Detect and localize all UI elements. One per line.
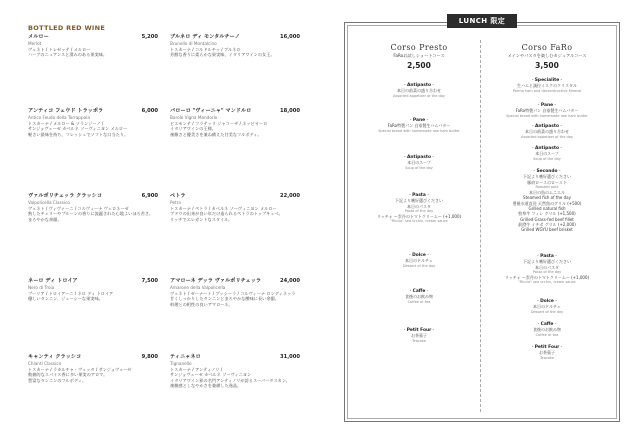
course-item-text: 本日の前菜の盛り合わせ xyxy=(525,129,569,135)
course-item-text: FaRo特製パン 自家製生ハムバター xyxy=(515,108,579,114)
course-item-text: FaRo特製パン 自家製生ハムバター xyxy=(387,123,451,129)
course-item-text: 本日の前菜の盛り合わせ xyxy=(397,88,441,94)
course-item-title: - Caffe - xyxy=(484,322,610,327)
course-item-text: 本日の魚のムニエル xyxy=(529,190,565,196)
wine-description: まろやかな余韻。 xyxy=(28,216,62,222)
course-item-text: Parma ham and deconstructive Miracal xyxy=(512,88,582,93)
course-item-text: Pasta of the day xyxy=(404,208,434,213)
course-item xyxy=(356,328,482,344)
course-item-text: 本日のパスタ xyxy=(407,203,431,209)
wine-description: リッチでエレガントなスタイル。 xyxy=(170,216,233,222)
wine-name-row xyxy=(170,354,300,361)
course-item-text: Soup of the day xyxy=(405,165,433,170)
wine-name: ネーロ ディ トロイア xyxy=(28,278,78,284)
course-item-text: 本日のスープ xyxy=(535,151,559,157)
wine-item xyxy=(28,354,158,383)
course-item xyxy=(356,193,482,225)
course-item-text: Soup of the day xyxy=(533,156,561,161)
wine-item xyxy=(170,108,300,137)
course-item xyxy=(484,254,610,286)
wine-price: 6,000 xyxy=(141,108,158,114)
wine-item xyxy=(28,193,158,222)
course-item-text: Pasta of the day xyxy=(532,269,562,274)
wine-description: イタリアワイン界の名門アンティノリが誇るスーパータスカン。 xyxy=(170,377,290,383)
wine-item xyxy=(28,278,158,302)
wine-price: 9,800 xyxy=(141,354,158,360)
wine-description: トスカーナ / メルロー & ソランジーノ / xyxy=(28,120,104,126)
wine-name: アンティコ フェウド トラッポラ xyxy=(28,108,104,114)
course-item-text: Grilled natural fish xyxy=(528,206,566,212)
course-item xyxy=(356,289,482,305)
wine-name-row xyxy=(170,108,300,115)
course-item-text: Grilled Grass-fed beef fillet xyxy=(520,216,574,222)
course-item-title: - Petit Four - xyxy=(356,328,482,333)
wine-subtitle: Valpolicella Classico xyxy=(28,200,70,205)
wine-description: 甘くしっかりしたタンニンとまろやかな酸味に長い余韻。 xyxy=(170,296,279,302)
course-item-title: - Specialite - xyxy=(484,78,610,83)
wine-subtitle: Amarone della Valpolicella xyxy=(170,285,226,290)
wine-name: バローロ "ヴィーニャ" マンドルロ xyxy=(170,108,252,114)
course-item-title: - Pasta - xyxy=(356,193,482,198)
course-item-text: Special bread with homemade raw ham butter xyxy=(378,128,460,133)
wine-description: ヴェネト / ヴィヴァーニ / コルヴィーナ ヴェロネーゼ xyxy=(28,205,129,211)
wine-subtitle: Tignanello xyxy=(170,361,192,366)
wine-description: トスカーナ / ペトラ / カベルネ ソーヴィニヨン メルロー xyxy=(170,205,277,211)
wine-description: 軽さい最味を持ち、フレッシュでソフトな口当たり。 xyxy=(28,131,129,137)
wine-name: ヴァルポリチェッラ クラッシコ xyxy=(28,193,103,199)
wine-subtitle: Nero di Troia xyxy=(28,285,55,290)
course-item-text: Coffee or tea xyxy=(535,332,559,337)
course-faro-price: 3,500 xyxy=(535,61,559,70)
course-item-title: - Caffe - xyxy=(356,289,482,294)
course-item xyxy=(484,322,610,338)
course-item-title: - Petit Four - xyxy=(484,345,610,350)
course-item-text: Steamed fish of the day xyxy=(523,195,571,201)
course-item-text: Dessert of the day xyxy=(530,309,564,314)
course-item xyxy=(484,103,610,119)
course-presto-price: 2,500 xyxy=(407,61,431,70)
course-item xyxy=(356,253,482,269)
course-item-text: 本日のドルチェ xyxy=(405,258,433,264)
course-item-text: Teacake xyxy=(412,338,426,343)
course-item-text: 下記より嗜好選びください xyxy=(395,198,443,204)
wine-subtitle: Antico Feudo della Torrappola xyxy=(28,115,90,120)
wine-item xyxy=(28,34,158,58)
course-item xyxy=(484,146,610,162)
wine-description: ハーブのニュアンスと滑みのある果実味。 xyxy=(28,52,108,58)
course-item-title: - Antipasto - xyxy=(484,124,610,129)
wine-description: トスカーナ / ラカルチャ・ヴェッタ / サンジョヴェーゼ xyxy=(28,366,132,372)
course-item xyxy=(484,124,610,140)
course-item-text: 本日のパスタ xyxy=(535,264,559,270)
wine-name-row xyxy=(28,278,158,285)
wine-subtitle: Chianti Classico xyxy=(28,361,62,366)
course-presto-header xyxy=(356,43,482,70)
wine-subtitle: Petra xyxy=(170,200,181,205)
wine-name-row xyxy=(28,108,158,115)
wine-description: トスカーナ / アンティノリ / xyxy=(170,366,223,372)
wine-item xyxy=(170,354,300,389)
course-item xyxy=(356,118,482,134)
wine-name-row xyxy=(28,34,158,41)
course-item-title: - Antipasto - xyxy=(356,83,482,88)
wine-description: 優しいタンニン、ジューシーな果実味。 xyxy=(28,296,103,302)
wine-subtitle: Barolo Vigna Mandorlo xyxy=(170,115,218,120)
wine-price: 24,000 xyxy=(279,278,300,284)
course-item-text: 豚肩ロースのロースト xyxy=(527,179,567,185)
course-item-text: Grilled WGYU beef brisket xyxy=(521,227,573,233)
course-item-text: Assorted appetizer of the day xyxy=(393,93,445,98)
course-item-text: Teacake xyxy=(540,355,554,360)
wine-name-row xyxy=(28,354,158,361)
course-item-text: Roasted pork xyxy=(535,184,559,189)
course-item-text: 牧草牛 フィレ グリル (+1,500) xyxy=(518,211,576,217)
course-item-text: "Riccio" sea urchin, cream sauce xyxy=(390,219,448,224)
wine-name: ブルネロ ディ モンタルチーノ xyxy=(170,34,240,40)
wine-item xyxy=(170,278,300,307)
course-presto-desc: FaRoお試しショートコース xyxy=(393,53,445,58)
course-item-text: Assorted appetizer of the day xyxy=(521,134,573,139)
course-item-title: - Antipasto - xyxy=(484,146,610,151)
wine-price: 31,000 xyxy=(279,354,300,360)
course-item xyxy=(484,299,610,315)
wine-price: 18,000 xyxy=(279,108,300,114)
wine-name-row xyxy=(28,193,158,200)
course-item-text: Special bread with homemade raw ham butter xyxy=(506,113,588,118)
course-item-title: - Dolce - xyxy=(484,299,610,304)
course-item-text: Coffee or tea xyxy=(407,299,431,304)
course-faro-header xyxy=(484,43,610,70)
wine-subtitle: Brunello di Montalcino xyxy=(170,41,217,46)
course-item-text: リッチォ ～雲丹のトマトクリーム～ (+1,000) xyxy=(376,214,462,220)
course-item-text: Dessert of the day xyxy=(402,263,436,268)
course-item xyxy=(484,78,610,94)
course-item-title: - Pane - xyxy=(484,103,610,108)
wine-description: サンジョヴェーゼ カベルネ ソーヴィニヨン xyxy=(170,372,252,378)
wine-subtitle: Merlot xyxy=(28,41,42,46)
wine-name-row xyxy=(170,278,300,285)
course-item-text: 食後のお飲み物 xyxy=(405,294,433,300)
course-item-text: 下記より嗜好選びください xyxy=(523,259,571,265)
course-presto-name: Corso Presto xyxy=(390,43,448,52)
wine-item xyxy=(170,34,300,58)
wine-name: メルロー xyxy=(28,34,49,40)
course-item xyxy=(484,345,610,361)
wine-description: 熟したチェリーやプルーンの香りに流麗された心地よいほろ苦さ。 xyxy=(28,211,154,217)
course-item-text: 生ハムと滅拉ミスクのクリスタル xyxy=(517,83,577,89)
course-item-text: 本日のスープ xyxy=(407,160,431,166)
wine-description: 豊富なタンニンのフルボディ。 xyxy=(28,377,87,383)
wine-description: ヴェネト / トレゼッテ / メルロー xyxy=(28,46,91,52)
wine-description: 複雑さと優美さを兼ね備えた甘美なフルボディ。 xyxy=(170,131,262,137)
wine-description: 料理との相性の良いアマローネ。 xyxy=(170,301,233,307)
wine-price: 22,000 xyxy=(279,193,300,199)
course-item-title: - Pasta - xyxy=(484,254,610,259)
wine-description: ブドウの出来が良い年だけ造られるペトラのトップキュベ。 xyxy=(170,211,283,217)
wine-name: キャンティ クラッシコ xyxy=(28,354,82,360)
course-item-title: - Dolce - xyxy=(356,253,482,258)
course-item-title: - Secondo - xyxy=(484,169,610,174)
course-item-title: - Pane - xyxy=(356,118,482,123)
wine-description: イタリアワインの王様。 xyxy=(170,126,216,132)
wine-name: ティニャネロ xyxy=(170,354,201,360)
course-faro-name: Corso FaRo xyxy=(521,43,573,52)
course-item-text: 本日のドルチェ xyxy=(533,304,561,310)
lunch-banner: LUNCH 限定 xyxy=(447,14,517,28)
wine-price: 5,200 xyxy=(141,34,158,40)
course-item-title: - Antipasto - xyxy=(356,155,482,160)
wine-description: トスカーナ / コルドルチッ / ブルネロ xyxy=(170,46,241,52)
wine-description: 複雑感としなやかさを兼備した逸品。 xyxy=(170,383,242,389)
wine-name: ペトラ xyxy=(170,193,186,199)
wine-section-title: BOTTLED RED WINE xyxy=(28,24,106,32)
course-item-text: 下記より嗜好選びください xyxy=(523,174,571,180)
course-item-text: お茶菓子 xyxy=(539,350,555,356)
wine-item xyxy=(28,108,158,137)
wine-price: 7,500 xyxy=(141,278,158,284)
course-item-text: 食後のお飲み物 xyxy=(533,327,561,333)
course-item-text: リッチォ ～雲丹のトマトクリーム～ (+1,000) xyxy=(504,275,590,281)
wine-description: ピエモンテ / フラテッリ ジャコーザ / ネッビオーロ xyxy=(170,120,268,126)
course-item xyxy=(484,169,610,233)
course-item-text: 最澄牛 イチボ グリル (+2,000) xyxy=(518,221,576,227)
wine-description: 芳醇な香りに柔らかな果実味、イタリアワインの女王。 xyxy=(170,52,275,58)
wine-price: 6,900 xyxy=(141,193,158,199)
wine-description: ヴェネト / ゼーナート / ブッシーラ / コルヴィーナ ロンディネッラ xyxy=(170,290,296,296)
wine-description: 数値的なスパイス香に多い果実のアロマ。 xyxy=(28,372,108,378)
wine-description: プーリア / トロイアーニ / ネロ ディ トロイア xyxy=(28,290,114,296)
course-faro-desc: メインやパスタを楽しむカジュアルコース xyxy=(507,53,587,58)
course-item-text: 豊後水道直送 天然魚のグリル (+500) xyxy=(512,200,582,206)
wine-price: 16,000 xyxy=(279,34,300,40)
wine-name-row xyxy=(170,193,300,200)
course-item xyxy=(356,155,482,171)
course-item-text: お茶菓子 xyxy=(411,333,427,339)
wine-name-row xyxy=(170,34,300,41)
wine-item xyxy=(170,193,300,222)
wine-name: アマローネ デッラ ヴァルポリチェッラ xyxy=(170,278,262,284)
course-item-text: "Riccio" sea urchin, cream sauce xyxy=(518,280,576,285)
course-item xyxy=(356,83,482,99)
wine-description: サンジョヴェーゼ カベルネ ソーヴィニヨン メルロー xyxy=(28,126,128,132)
